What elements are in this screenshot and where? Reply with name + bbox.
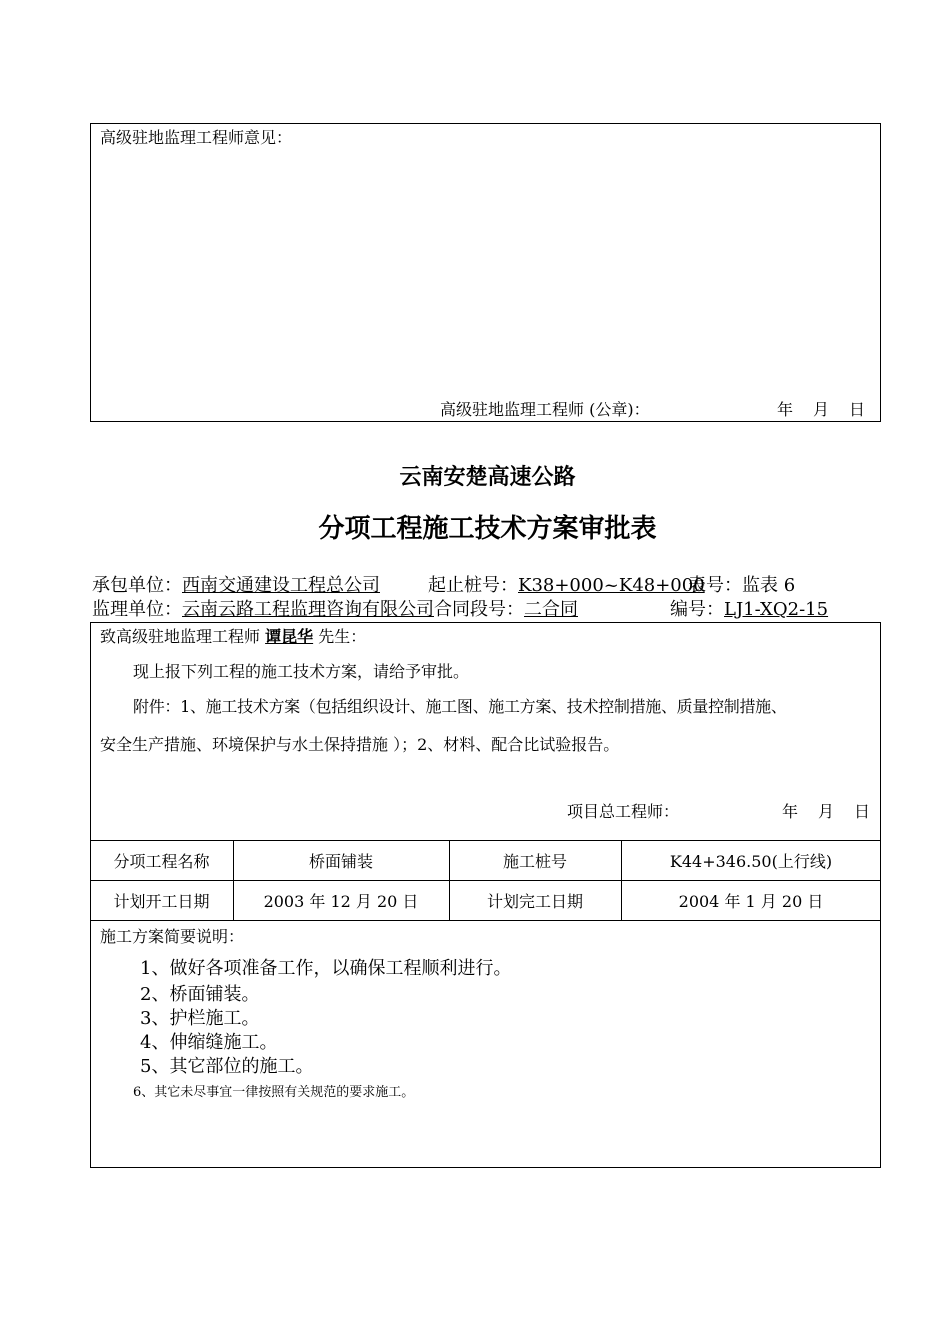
- station-info: [428, 575, 705, 597]
- salutation-prefix: 致高级驻地监理工程师: [100, 627, 261, 646]
- info-line-1: [92, 575, 380, 597]
- start-date-value: 2003 年 12 月 20 日: [263, 891, 419, 911]
- code-info: [670, 599, 828, 621]
- plan-item-2: 2、桥面铺装。: [140, 984, 260, 1005]
- engineer-name: 谭昆华: [265, 627, 314, 646]
- letter-salutation: [100, 627, 366, 647]
- station-no-label: 施工桩号: [502, 851, 567, 871]
- info-line-2: [92, 599, 578, 621]
- plan-note: 6、其它未尽事宜一律按照有关规范的要求施工。: [133, 1085, 415, 1100]
- code-value: LJ1-XQ2-15: [724, 599, 829, 620]
- contractor-value: 西南交通建设工程总公司: [182, 575, 380, 596]
- form-number: 表号：监表 6: [688, 575, 796, 596]
- letter-line-1: 现上报下列工程的施工技术方案，请给予审批。: [133, 662, 470, 681]
- supervisor-value: 云南云路工程监理咨询有限公司: [182, 599, 434, 620]
- item-name-value: 桥面铺装: [308, 851, 373, 871]
- contract-value: 二合同: [524, 599, 578, 620]
- station-label: 起止桩号：: [428, 575, 518, 596]
- plan-item-5: 5、其它部位的施工。: [140, 1056, 314, 1077]
- contractor-label: 承包单位：: [92, 575, 182, 596]
- letter-date-label: 年 月 日: [782, 802, 873, 821]
- opinion-heading: 高级驻地监理工程师意见：: [100, 128, 293, 147]
- engineer-signature-label: 项目总工程师：: [567, 802, 680, 821]
- end-date-value: 2004 年 1 月 20 日: [678, 891, 824, 911]
- letter-line-3: 安全生产措施、环境保护与水土保持措施 ）；2、材料、配合比试验报告。: [100, 735, 620, 754]
- station-value: K38+000~K48+000: [518, 575, 705, 596]
- form-title: 分项工程施工技术方案审批表: [318, 514, 657, 544]
- plan-item-3: 3、护栏施工。: [140, 1008, 260, 1029]
- letter-line-2: 附件：1、施工技术方案（包括组织设计、施工图、施工方案、技术控制措施、质量控制措施、: [133, 697, 787, 716]
- contract-label: 合同段号：: [434, 599, 524, 620]
- opinion-signature-label: 高级驻地监理工程师 (公章)：: [440, 400, 650, 419]
- station-no-value: K44+346.50(上行线): [669, 851, 833, 871]
- plan-item-4: 4、伸缩缝施工。: [140, 1032, 278, 1053]
- salutation-suffix: 先生：: [318, 627, 367, 646]
- page-title: 云南安楚高速公路: [399, 465, 576, 490]
- opinion-date-label: 年 月 日: [777, 400, 868, 419]
- code-label: 编号：: [670, 599, 724, 620]
- table-bottom-rule: [90, 920, 881, 921]
- supervisor-opinion-box: [90, 123, 881, 422]
- end-date-label: 计划完工日期: [486, 891, 583, 911]
- start-date-label: 计划开工日期: [113, 891, 210, 911]
- item-name-label: 分项工程名称: [113, 851, 210, 871]
- plan-heading: 施工方案简要说明：: [100, 927, 245, 946]
- supervisor-label: 监理单位：: [92, 599, 182, 620]
- plan-item-1: 1、做好各项准备工作，以确保工程顺利进行。: [140, 958, 512, 979]
